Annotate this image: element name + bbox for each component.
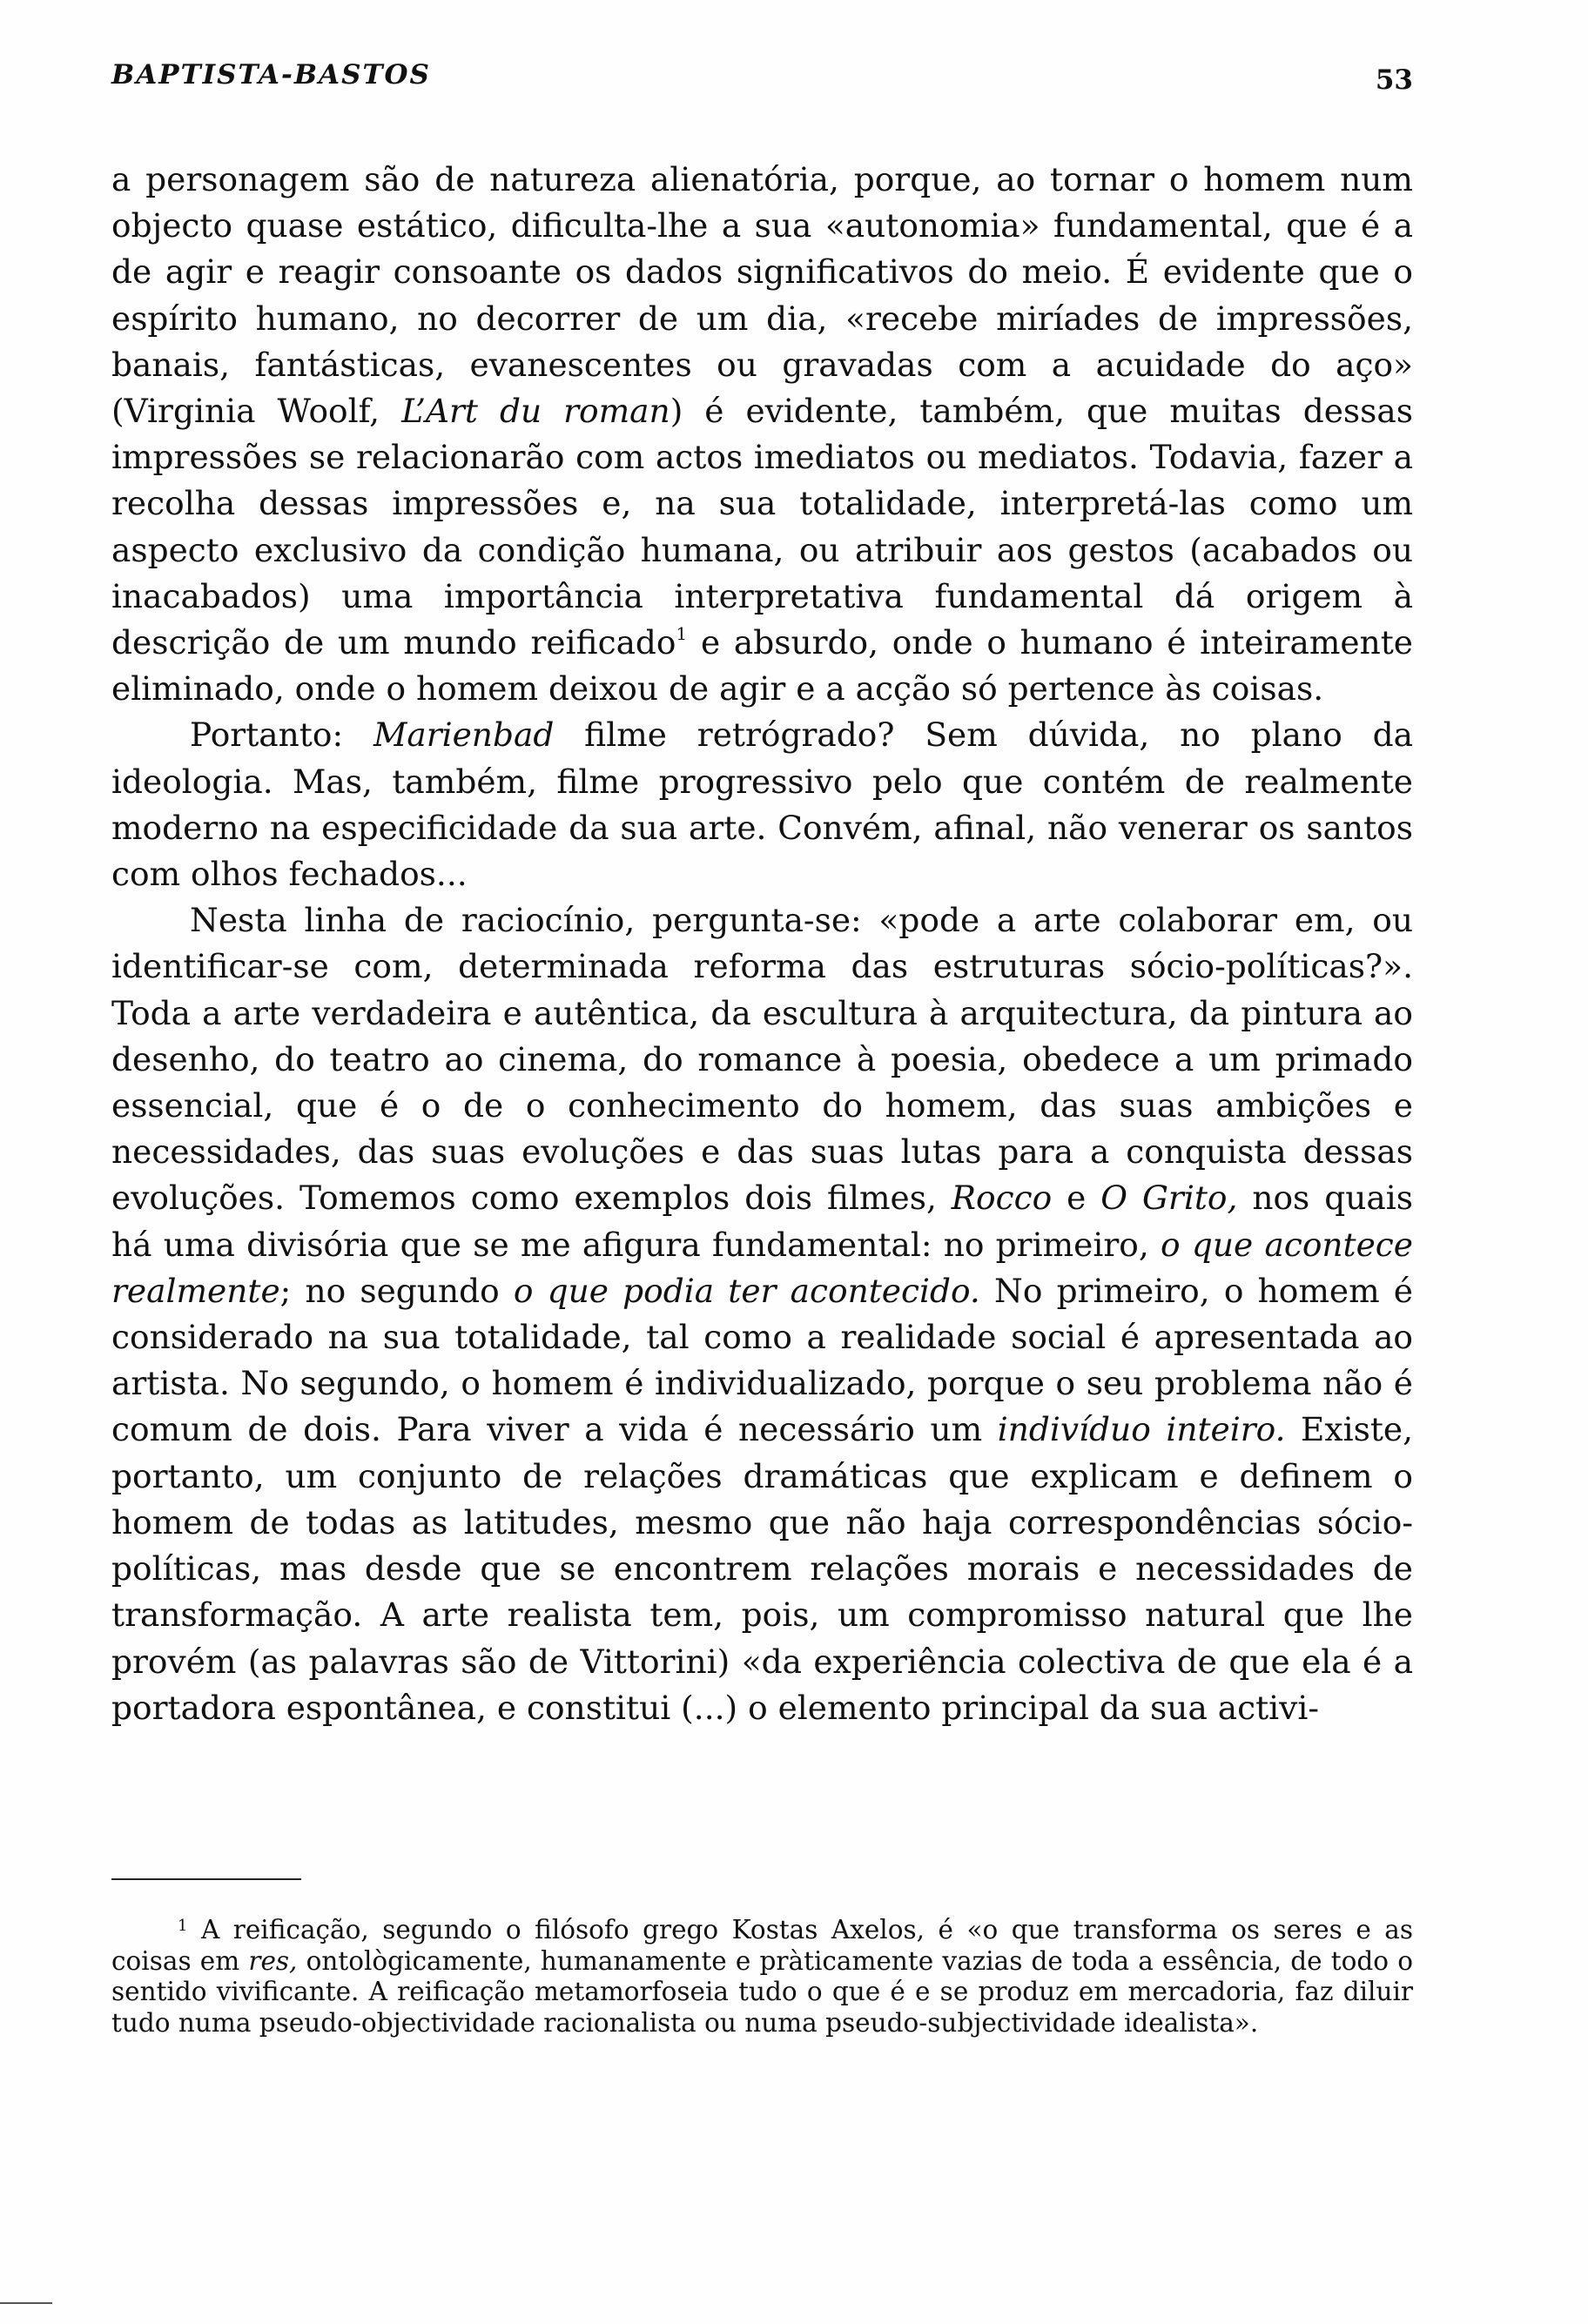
text-run: a personagem são de natureza alienatória, porque, ao tornar o homem num objecto quase estático, dificulta-lhe a sua «autonomia» fundamental, que é a de agir e reagir consoante os dados significativos do meio. É evidente que o espírito humano, no decorrer de um dia, «recebe miríades de impressões, banais, fantásticas, evanescentes ou gravadas com a acuidade do aço» (Virginia Woolf, [111,160,1413,431]
page-header [111,59,1413,111]
text-run: A reificação, segundo o filósofo grego Kostas Axelos, é «o que transforma os seres e as coisas em [111,1915,1413,1976]
italic-run: o que acontece realmente [111,1225,1414,1310]
text-run: No primeiro, o homem é considerado na sua totalidade, tal como a realidade social é apresentada ao artista. No segundo, o homem é individualizado, porque o seu problema não é comum de dois. Para viver a vida é necessário um [111,1271,1414,1449]
text-run: ontològicamente, humanamente e pràticamente vazias de toda a essência, de todo o sentido vivificante. A reificação metamorfoseia tudo o que é e se produz em mercadoria, faz diluir tudo numa pseudo-objectividade racionalista ou numa pseudo-subjectividade idealista». [111,1945,1413,2038]
text-run: Nesta linha de raciocínio, pergunta-se: «pode a arte colaborar em, ou identificar-se com, determinada reforma das estruturas sócio-políticas?». Toda a arte verdadeira e autêntica, da escultura à arquitectura, da pintura ao desenho, do teatro ao cinema, do romance à poesia, obedece a um primado essencial, que é o de o conhecimento do homem, das suas ambições e necessidades, das suas evoluções e das suas lutas para a conquista dessas evoluções. Tomemos como exemplos dois filmes, [111,901,1413,1218]
text-run: Existe, portanto, um conjunto de relações dramáticas que explicam e definem o homem de todas as latitudes, mesmo que não haja correspondências sócio-políticas, mas desde que se encontrem relações morais e necessidades de transformação. A arte realista tem, pois, um compromisso natural que lhe provém (as palavras são de Vittorini) «da experiência colectiva de que ela é a portadora espontânea, e constitui (...) o elemento principal da sua activi- [111,1410,1413,1727]
footnote-marker: 1 [178,1917,188,1935]
footnotes [111,1915,1413,2039]
italic-run: Marienbad [373,715,555,755]
text-run: e [1052,1179,1101,1218]
text-run: Portanto: [190,715,373,755]
footnote-1 [111,1915,1413,2039]
italic-run: L’Art du roman [401,392,670,431]
text-run: nos quais há uma divisória que se me afigura fundamental: no primeiro, [111,1179,1413,1264]
italic-run: res, [248,1945,298,1976]
paragraph-1 [111,157,1413,712]
footnote-separator [111,1878,301,1880]
running-head: BAPTISTA-BASTOS [111,59,431,91]
italic-run: indivíduo inteiro. [997,1410,1286,1449]
main-text [111,157,1413,1731]
footnote-reference: 1 [676,623,688,645]
paragraph-2 [111,712,1413,897]
paragraph-3 [111,897,1413,1731]
italic-run: o que podia ter acontecido. [513,1271,980,1310]
italic-run: Rocco [951,1179,1053,1218]
text-run: filme retrógrado? Sem dúvida, no plano da ideologia. Mas, também, filme progressivo pelo que contém de realmente moderno na especificidade da sua arte. Convém, afinal, não venerar os santos com olhos fechados... [111,715,1413,894]
text-run: ) é evidente, também, que muitas dessas impressões se relacionarão com actos imediatos ou mediatos. Todavia, fazer a recolha dessas impressões e, na sua totalidade, interpretá-las como um aspecto exclusivo da condição humana, ou atribuir aos gestos (acabados ou inacabados) uma importância interpretativa fundamental dá origem à descrição de um mundo reificado [111,392,1414,662]
page-number: 53 [1375,64,1413,96]
italic-run: O Grito, [1100,1179,1238,1218]
text-run: ; no segundo [279,1271,514,1310]
scan-edge-line [0,2302,52,2304]
text-run: e absurdo, onde o humano é inteiramente eliminado, onde o homem deixou de agir e a acção só pertence às coisas. [111,623,1414,709]
